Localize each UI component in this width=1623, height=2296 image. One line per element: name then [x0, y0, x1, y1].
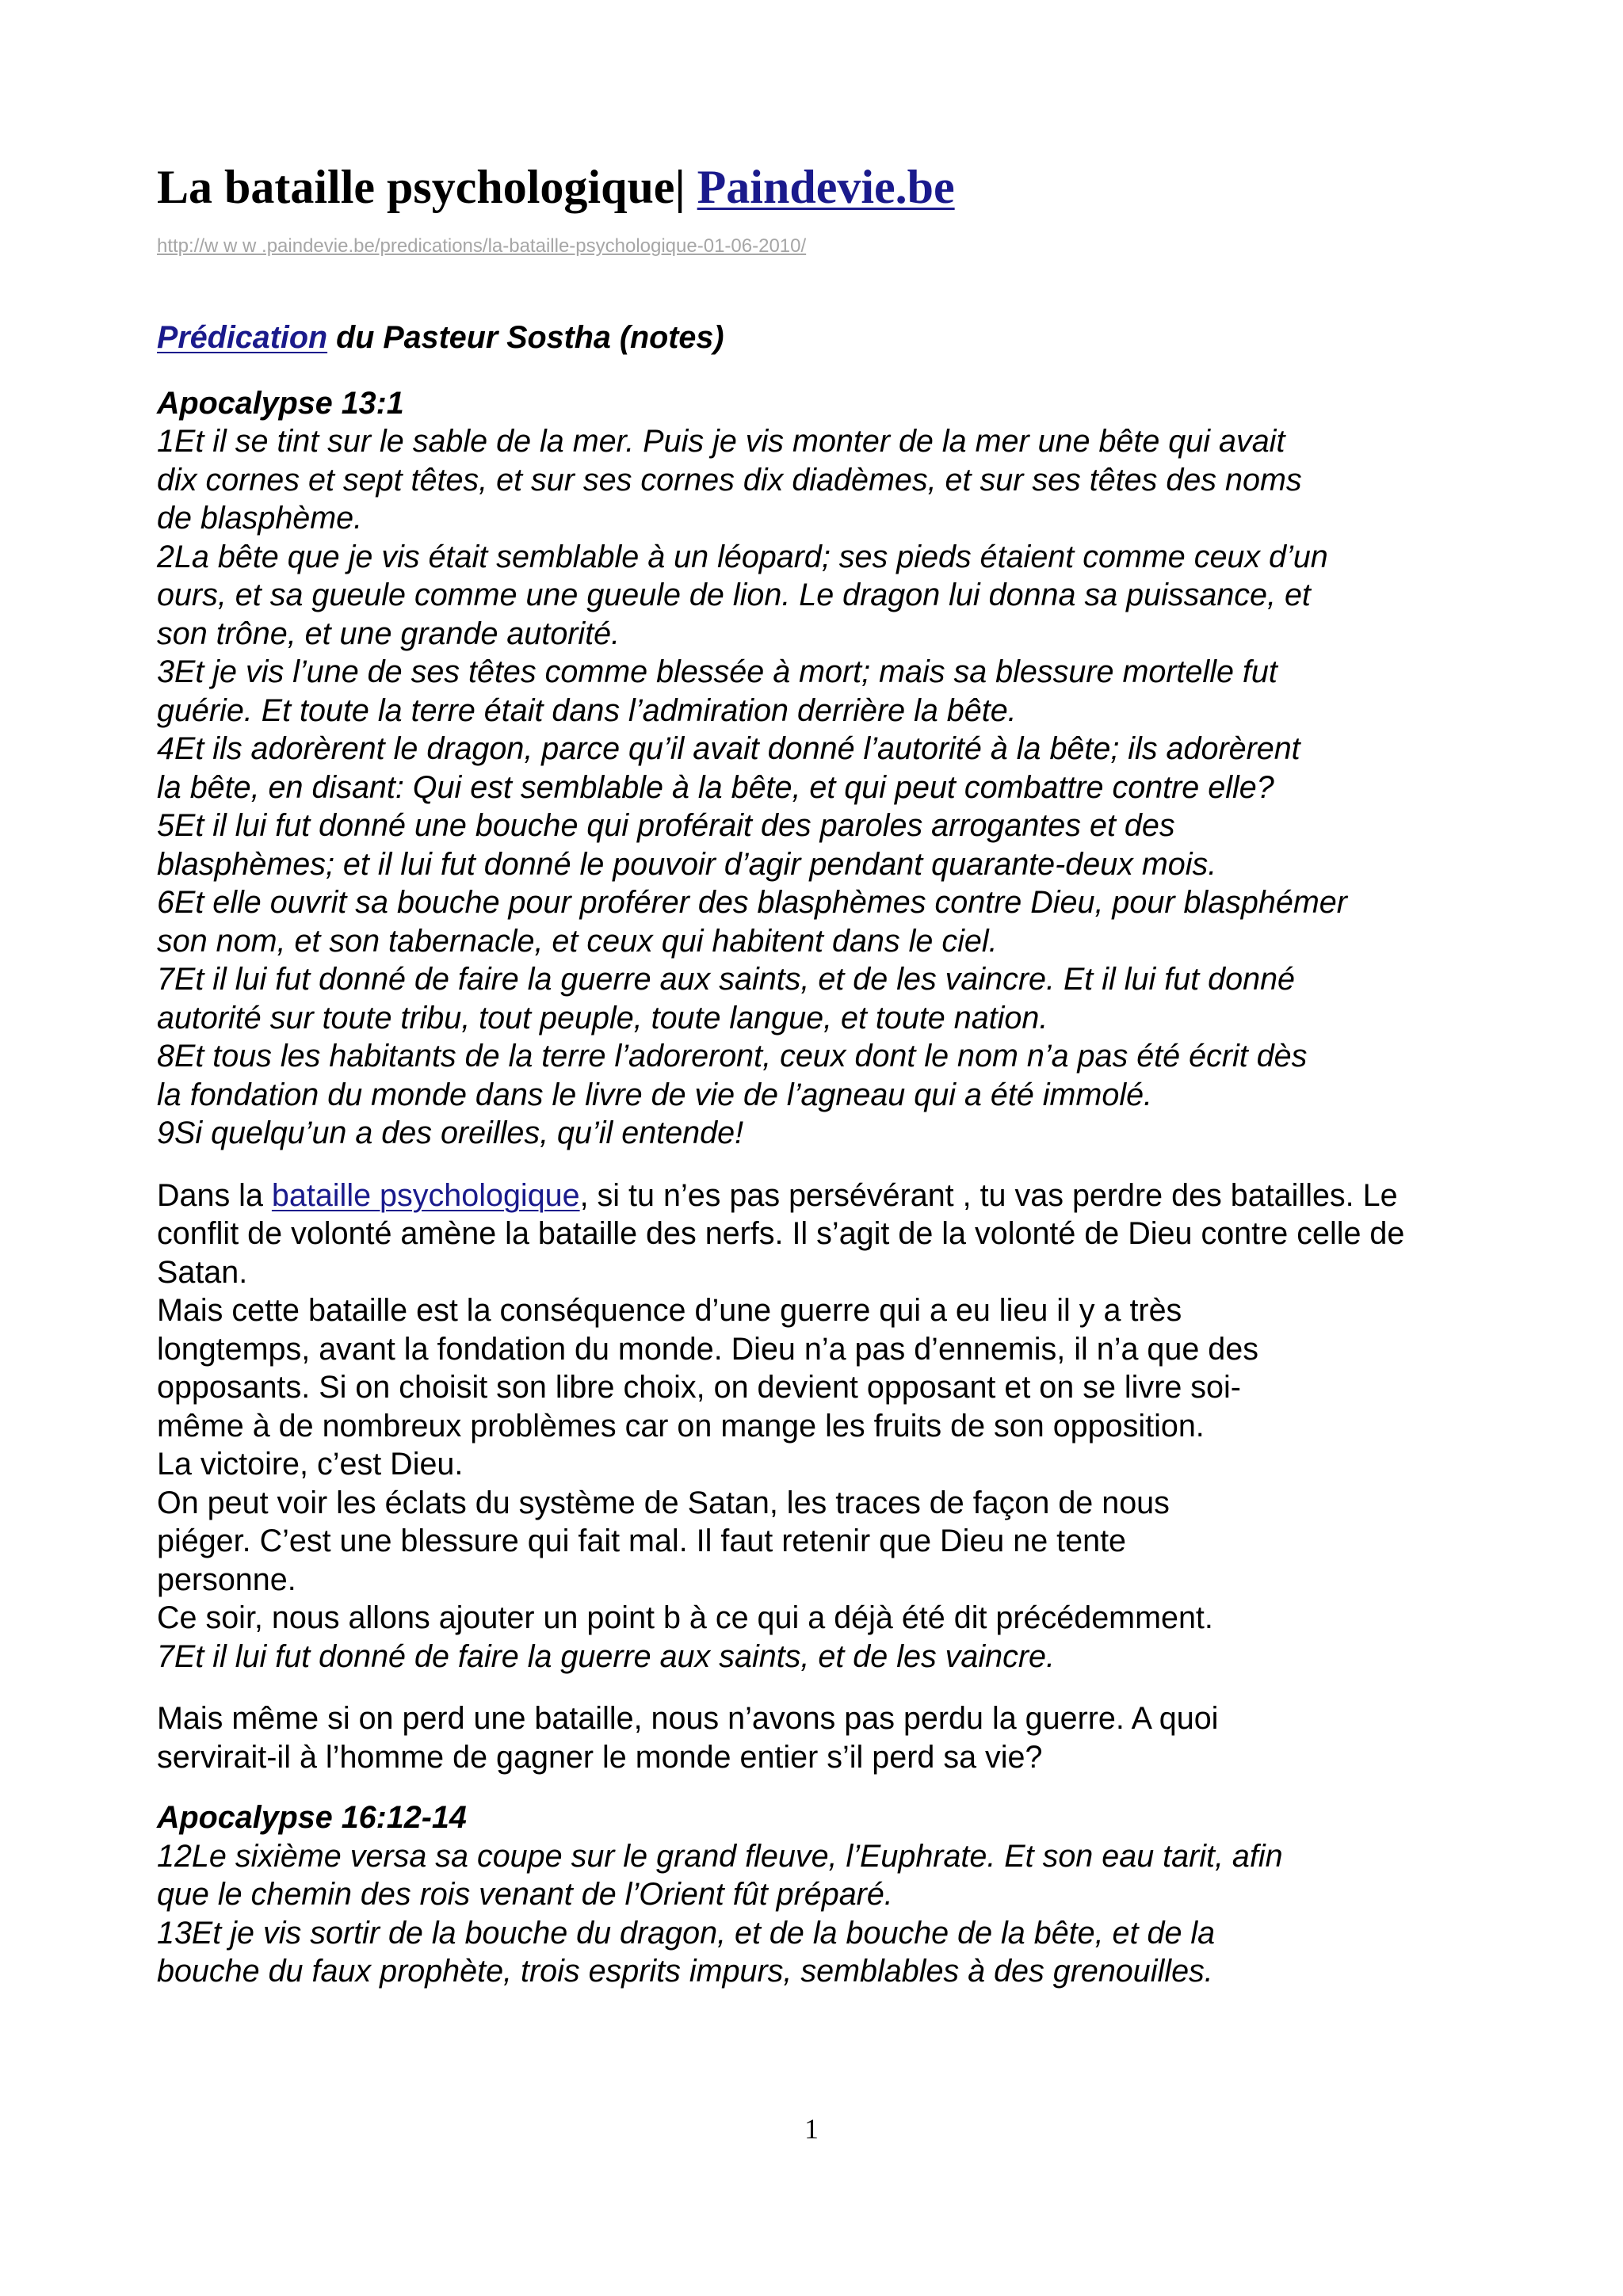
- verse-line: de blasphème.: [157, 501, 363, 536]
- preaching-author: du Pasteur Sostha (notes): [327, 320, 724, 355]
- verse-line: bouche du faux prophète, trois esprits impurs, semblables à des grenouilles.: [157, 1954, 1213, 1989]
- verse-line: guérie. Et toute la terre était dans l’admiration derrière la bête.: [157, 692, 1017, 728]
- page-number: 1: [804, 2113, 819, 2145]
- bataille-psychologique-link[interactable]: bataille psychologique: [271, 1177, 580, 1213]
- verse-line: 1Et il se tint sur le sable de la mer. Puis je vis monter de la mer une bête qui avait: [157, 424, 1285, 459]
- verse-line: 7Et il lui fut donné de faire la guerre aux saints, et de les vaincre. Et il lui fut donné: [157, 962, 1296, 997]
- page-content: [157, 155, 1496, 1991]
- body-line: opposants. Si on choisit son libre choix, on devient opposant et on se livre soi-: [157, 1370, 1241, 1405]
- scripture-reference-1: Apocalypse 13:1: [157, 385, 404, 421]
- verse-line: autorité sur toute tribu, tout peuple, toute langue, et toute nation.: [157, 1000, 1048, 1035]
- body-line: piéger. C’est une blessure qui fait mal. Il faut retenir que Dieu ne tente: [157, 1524, 1127, 1558]
- verse-line: dix cornes et sept têtes, et sur ses cornes dix diadèmes, et sur ses têtes des noms: [157, 462, 1302, 498]
- body-line: On peut voir les éclats du système de Satan, les traces de façon de nous: [157, 1485, 1170, 1520]
- verse-line: son trône, et une grande autorité.: [157, 616, 621, 651]
- body-line: Mais même si on perd une bataille, nous n’avons pas perdu la guerre. A quoi: [157, 1701, 1219, 1736]
- verse-line: 2La bête que je vis était semblable à un léopard; ses pieds étaient comme ceux d’un: [157, 539, 1328, 574]
- verse-line: ours, et sa gueule comme une gueule de lion. Le dragon lui donna sa puissance, et: [157, 578, 1311, 612]
- body-line: conflit de volonté amène la bataille des nerfs. Il s’agit de la volonté de Dieu contre celle de: [157, 1216, 1405, 1251]
- body-line: longtemps, avant la fondation du monde. Dieu n’a pas d’ennemis, il n’a que des: [157, 1331, 1258, 1367]
- body-line: Mais cette bataille est la conséquence d’une guerre qui a eu lieu il y a très: [157, 1293, 1182, 1328]
- source-url[interactable]: http://w w w .paindevie.be/predications/la-bataille-psychologique-01-06-2010/: [157, 235, 807, 257]
- verse-line: 13Et je vis sortir de la bouche du dragon, et de la bouche de la bête, et de la: [157, 1915, 1216, 1951]
- body-line: personne.: [157, 1562, 296, 1597]
- body-text: , si tu n’es pas persévérant , tu vas perdre des batailles. Le: [579, 1177, 1398, 1213]
- verse-line: 4Et ils adorèrent le dragon, parce qu’il avait donné l’autorité à la bête; ils adorèrent: [157, 731, 1300, 766]
- body-line: servirait-il à l’homme de gagner le monde entier s’il perd sa vie?: [157, 1739, 1043, 1775]
- body-line: même à de nombreux problèmes car on mange les fruits de son opposition.: [157, 1408, 1205, 1444]
- verse-line: son nom, et son tabernacle, et ceux qui habitent dans le ciel.: [157, 923, 998, 959]
- verse-line: la bête, en disant: Qui est semblable à la bête, et qui peut combattre contre elle?: [157, 769, 1274, 805]
- body-paragraph-2: [157, 1699, 1496, 1776]
- scripture-reference-2: Apocalypse 16:12-14: [157, 1800, 467, 1835]
- verse-line: 8Et tous les habitants de la terre l’adoreront, ceux dont le nom n’a pas été écrit dès: [157, 1039, 1308, 1074]
- verse-quote: 7Et il lui fut donné de faire la guerre aux saints, et de les vaincre.: [157, 1638, 1055, 1674]
- verse-line: 3Et je vis l’une de ses têtes comme blessée à mort; mais sa blessure mortelle fut: [157, 654, 1277, 689]
- verse-line: blasphèmes; et il lui fut donné le pouvoir d’agir pendant quarante-deux mois.: [157, 846, 1217, 882]
- body-paragraph-1: [157, 1177, 1496, 1676]
- site-title-link[interactable]: Paindevie.be: [697, 161, 955, 213]
- verse-line: 6Et elle ouvrit sa bouche pour proférer des blasphèmes contre Dieu, pour blasphémer: [157, 885, 1347, 920]
- title-text: La bataille psychologique|: [157, 161, 685, 213]
- verse-line: 12Le sixième versa sa coupe sur le grand fleuve, l’Euphrate. Et son eau tarit, afin: [157, 1838, 1283, 1874]
- scripture-block-2: [157, 1798, 1496, 1991]
- verse-line: que le chemin des rois venant de l’Orient fût préparé.: [157, 1877, 893, 1912]
- body-line: La victoire, c’est Dieu.: [157, 1447, 464, 1482]
- preaching-heading: [157, 318, 1496, 357]
- verse-line: 5Et il lui fut donné une bouche qui proférait des paroles arrogantes et des: [157, 808, 1175, 843]
- verse-line: 9Si quelqu’un a des oreilles, qu’il entende!: [157, 1116, 744, 1150]
- body-line: Satan.: [157, 1254, 248, 1290]
- predication-link[interactable]: Prédication: [157, 320, 328, 355]
- body-line: [157, 1177, 1496, 1215]
- scripture-block-1: [157, 384, 1496, 1153]
- body-line: Ce soir, nous allons ajouter un point b à ce qui a déjà été dit précédemment.: [157, 1600, 1213, 1635]
- page-title: [157, 155, 1496, 219]
- verse-line: la fondation du monde dans le livre de vie de l’agneau qui a été immolé.: [157, 1077, 1153, 1112]
- body-text: Dans la: [157, 1177, 272, 1213]
